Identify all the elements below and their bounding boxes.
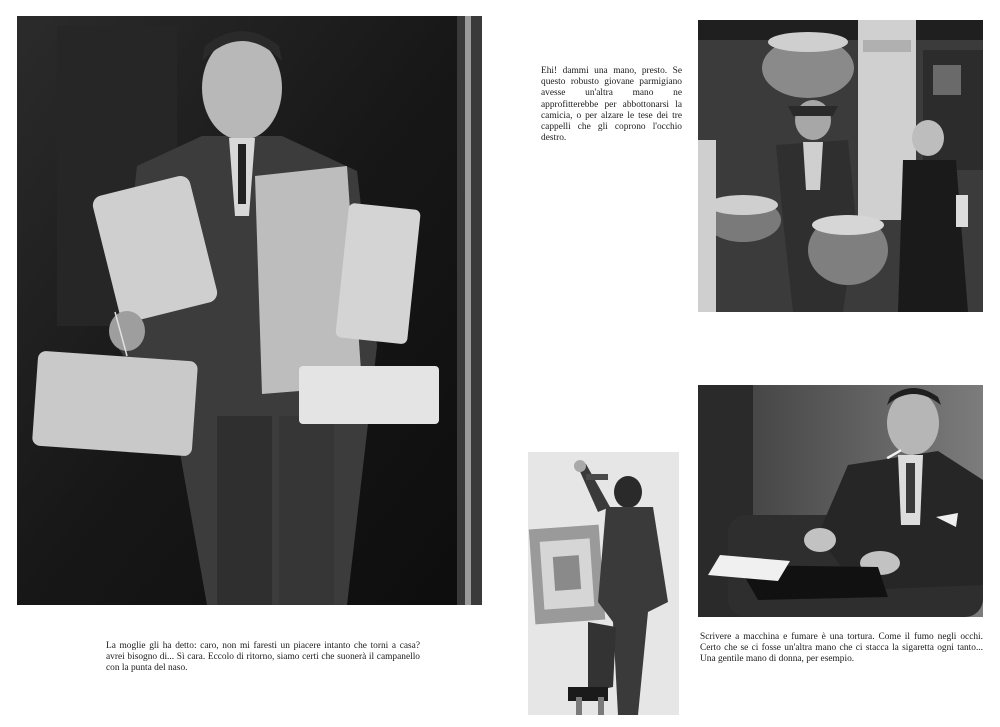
photo-market-porter <box>698 20 983 312</box>
caption-market-porter: Ehi! dammi una mano, presto. Se questo robusto giovane parmigiano avesse un'altra mano ne approfitterebbe per abbottonarsi la camicia, o per alzare le tese dei tre cappelli che gli coprono l'occhio destro. <box>541 66 682 144</box>
photo-man-typing-smoking <box>698 385 983 617</box>
photo-man-hanging-picture <box>528 452 679 715</box>
caption-man-carrying-parcels: La moglie gli ha detto: caro, non mi faresti un piacere intanto che torni a casa? avrei bisogno di... Sì cara. Eccolo di ritorno, siamo certi che suonerà il campanello con la punta del naso. <box>106 641 420 674</box>
caption-man-typing-smoking: Scrivere a macchina e fumare è una tortura. Come il fumo negli occhi. Certo che se ci fosse un'altra mano che ci stacca la sigaretta ogni tanto... Una gentile mano di donna, per esempio. <box>700 632 983 665</box>
photo-man-carrying-parcels <box>17 16 482 605</box>
